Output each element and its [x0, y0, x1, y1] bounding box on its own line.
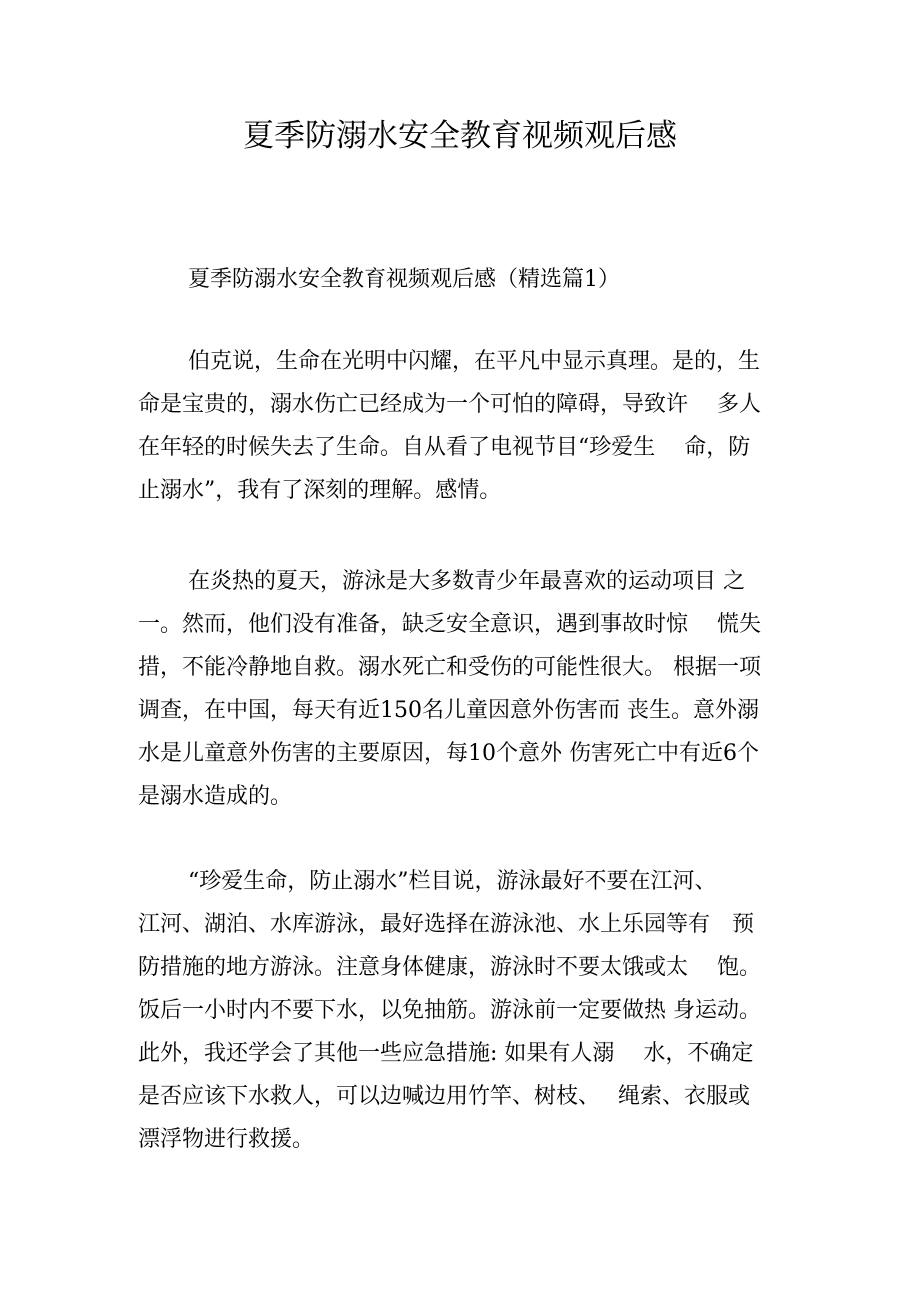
paragraph-line: 是否应该下水救人，可以边喊边用竹竿、树枝、 绳索、衣服或	[138, 1084, 750, 1109]
document-title: 夏季防溺水安全教育视频观后感	[243, 118, 677, 154]
paragraph-line: 伯克说，生命在光明中闪耀，在平凡中显示真理。是的，生	[188, 349, 761, 374]
paragraph-line: 水是儿童意外伤害的主要原因，每10个意外 伤害死亡中有近6个	[138, 741, 759, 766]
section-subtitle: 夏季防溺水安全教育视频观后感（精选篇1）	[188, 267, 620, 292]
paragraph-3	[138, 860, 798, 1161]
paragraph-line: 是溺水造成的。	[138, 784, 293, 809]
paragraph-line: 防措施的地方游泳。注意身体健康，游泳时不要太饿或太 饱。	[138, 955, 761, 980]
paragraph-line: 调查，在中国，每天有近150名儿童因意外伤害而 丧生。意外溺	[138, 698, 759, 723]
paragraph-line: 在年轻的时候失去了生命。自从看了电视节目“珍爱生 命，防	[138, 435, 751, 460]
paragraph-line: 在炎热的夏天，游泳是大多数青少年最喜欢的运动项目 之	[188, 569, 745, 594]
paragraph-line: 一。然而，他们没有准备，缺乏安全意识，遇到事故时惊 慌失	[138, 612, 761, 637]
paragraph-line: 漂浮物进行救援。	[138, 1127, 315, 1152]
paragraph-1	[138, 340, 798, 512]
paragraph-line: 措，不能冷静地自救。溺水死亡和受伤的可能性很大。 根据一项	[138, 655, 761, 680]
paragraph-line: 止溺水”，我有了深刻的理解。感情。	[138, 478, 502, 503]
paragraph-line: 饭后一小时内不要下水，以免抽筋。游泳前一定要做热 身运动。	[138, 998, 761, 1023]
paragraph-line: “珍爱生命，防止溺水”栏目说，游泳最好不要在江河、	[188, 869, 717, 894]
paragraph-line: 此外，我还学会了其他一些应急措施: 如果有人溺 水，不确定	[138, 1041, 754, 1066]
paragraph-line: 江河、湖泊、水库游泳，最好选择在游泳池、水上乐园等有 预	[138, 912, 755, 937]
paragraph-2	[138, 560, 798, 818]
paragraph-line: 命是宝贵的，溺水伤亡已经成为一个可怕的障碍，导致许 多人	[138, 392, 761, 417]
